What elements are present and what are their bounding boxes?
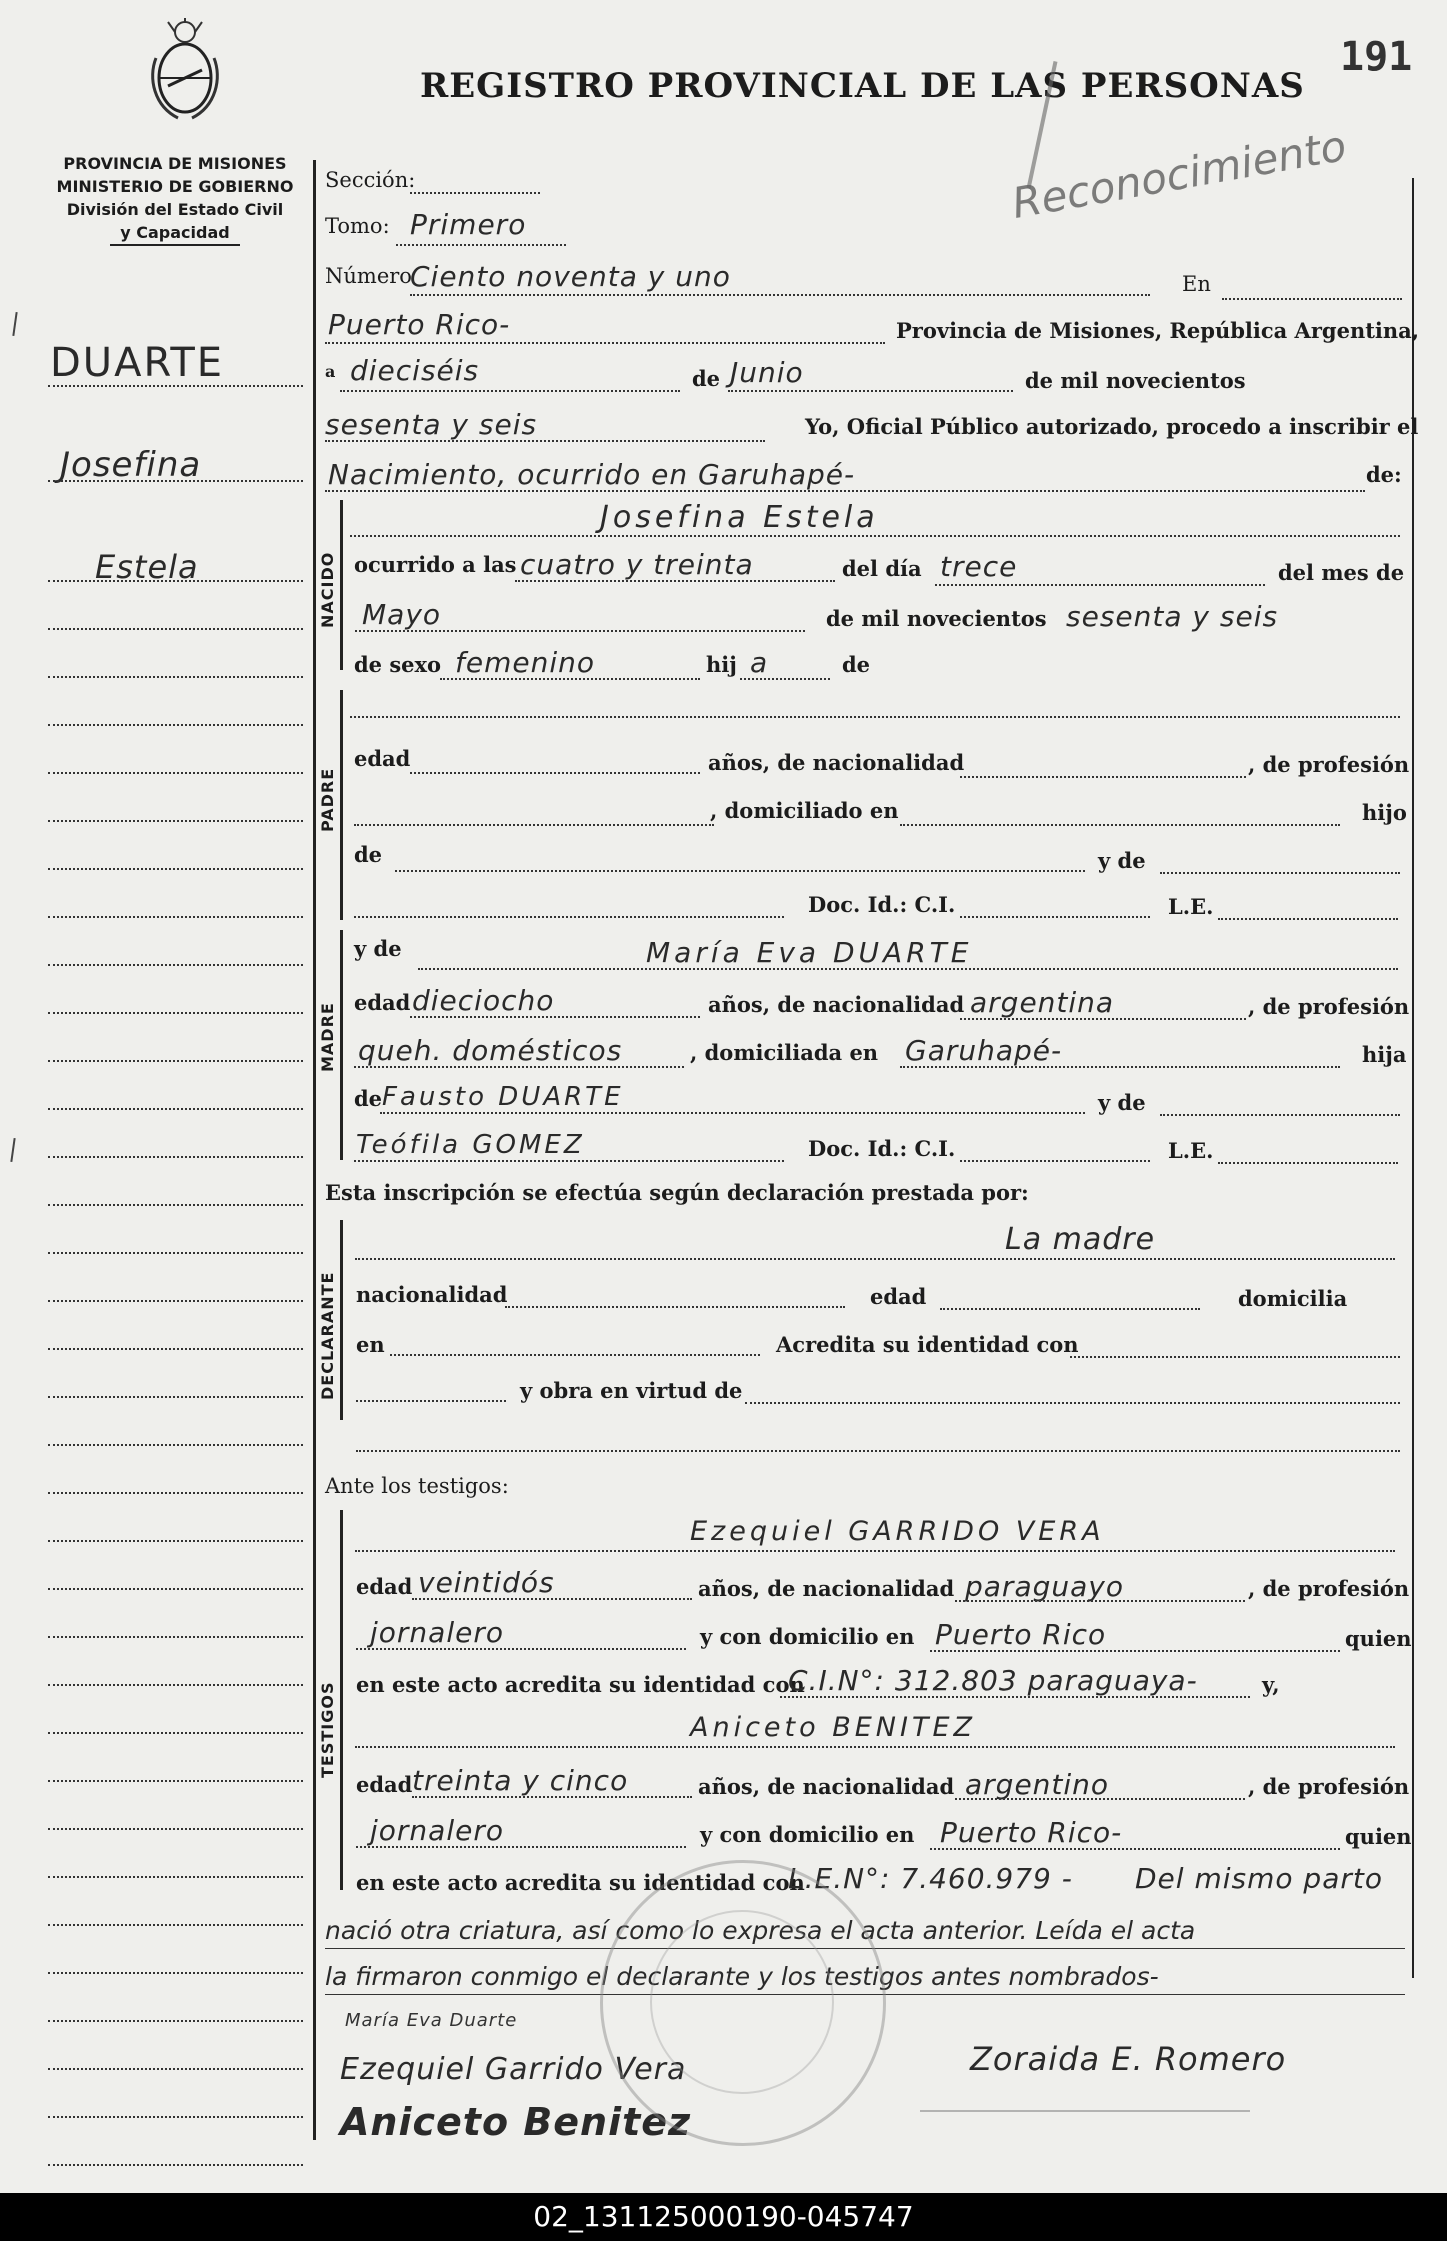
hour-line bbox=[515, 580, 835, 582]
year-line bbox=[325, 440, 765, 442]
oficial-label: Yo, Oficial Público autorizado, procedo a inscribir el bbox=[805, 414, 1419, 439]
padre-ci-line bbox=[960, 916, 1150, 918]
declarante-domicilia-label: domicilia bbox=[1238, 1286, 1348, 1311]
margin-line bbox=[48, 1156, 303, 1158]
w2-dom-line bbox=[930, 1848, 1340, 1850]
w1-anos-label: años, de nacionalidad bbox=[698, 1576, 955, 1601]
w1-profesion-value: jornalero bbox=[370, 1616, 504, 1649]
declarante-en-label: en bbox=[356, 1332, 385, 1357]
office-province: PROVINCIA DE MISIONES bbox=[63, 154, 287, 173]
birth-day-line bbox=[935, 584, 1265, 586]
madre-profesion-value: queh. domésticos bbox=[358, 1034, 623, 1067]
w2-nacionalidad-value: argentino bbox=[965, 1768, 1110, 1801]
margin-line bbox=[48, 580, 303, 582]
madre-mother-value: Teófila GOMEZ bbox=[356, 1130, 585, 1160]
form-left-border bbox=[313, 160, 316, 2140]
year-value: sesenta y seis bbox=[325, 408, 538, 441]
padre-nac-line bbox=[960, 776, 1246, 778]
padre-domiciliado-label: , domiciliado en bbox=[710, 798, 899, 823]
w1-name-value: Ezequiel GARRIDO VERA bbox=[690, 1516, 1105, 1547]
de-colon-label: de: bbox=[1366, 462, 1402, 487]
w1-edad-label: edad bbox=[356, 1574, 413, 1599]
page-number: 191 bbox=[1340, 34, 1413, 80]
margin-line bbox=[48, 1012, 303, 1014]
page-title: REGISTRO PROVINCIAL DE LAS PERSONAS bbox=[420, 66, 1305, 106]
madre-nacionalidad-value: argentina bbox=[970, 986, 1115, 1019]
madre-anos-label: años, de nacionalidad bbox=[708, 992, 965, 1017]
padre-le-label: L.E. bbox=[1168, 894, 1214, 919]
madre-name-value: María Eva DUARTE bbox=[646, 936, 973, 969]
madre-doc-label: Doc. Id.: C.I. bbox=[808, 1136, 956, 1161]
office-division: División del Estado Civil bbox=[66, 200, 284, 219]
w1-acredita-label: en este acto acredita su identidad con bbox=[356, 1672, 805, 1697]
declarante-bar bbox=[340, 1220, 343, 1420]
signature-witness-2: Aniceto Benitez bbox=[340, 2100, 692, 2144]
hour-value: cuatro y treinta bbox=[520, 548, 754, 581]
margin-tick bbox=[10, 1138, 15, 1162]
birth-mil-label: de mil novecientos bbox=[826, 606, 1047, 631]
margin-line bbox=[48, 820, 303, 822]
margin-line bbox=[48, 480, 303, 482]
signature-officer: Zoraida E. Romero bbox=[970, 2040, 1287, 2078]
note-line-b: nació otra criatura, así como lo expresa el acta anterior. Leída el acta bbox=[325, 1916, 1196, 1945]
margin-line bbox=[48, 724, 303, 726]
padre-edad-line bbox=[410, 772, 700, 774]
tomo-line bbox=[396, 244, 566, 246]
padre-bar bbox=[340, 690, 343, 920]
madre-name-line bbox=[418, 968, 1398, 970]
hij-value: a bbox=[750, 646, 769, 679]
madre-father-line bbox=[380, 1112, 1085, 1114]
de-label: de bbox=[692, 366, 721, 391]
margin-line bbox=[48, 1924, 303, 1926]
margin-surname: DUARTE bbox=[50, 340, 225, 386]
signature-mother: María Eva Duarte bbox=[345, 2010, 518, 2031]
testigos-section-label: TESTIGOS bbox=[318, 1681, 337, 1778]
reconocimiento-stamp: Reconocimiento bbox=[1008, 121, 1350, 228]
declarante-nac-line bbox=[505, 1306, 845, 1308]
w1-name-line bbox=[355, 1550, 1395, 1552]
margin-line bbox=[48, 2068, 303, 2070]
w1-quien-label: quien bbox=[1345, 1626, 1412, 1651]
padre-father-line bbox=[395, 870, 1085, 872]
w1-prof-line bbox=[356, 1648, 686, 1650]
signature-witness-1: Ezequiel Garrido Vera bbox=[340, 2052, 687, 2087]
w1-profesion-label: , de profesión bbox=[1248, 1576, 1410, 1601]
madre-prof-line bbox=[354, 1066, 684, 1068]
place-value: Puerto Rico- bbox=[328, 308, 511, 341]
margin-line bbox=[48, 1492, 303, 1494]
margin-line bbox=[48, 1300, 303, 1302]
madre-mother-line bbox=[1160, 1114, 1400, 1116]
margin-line bbox=[48, 1060, 303, 1062]
declarante-nacionalidad-label: nacionalidad bbox=[356, 1282, 508, 1307]
hij-label: hij bbox=[706, 652, 737, 677]
padre-anos-label: años, de nacionalidad bbox=[708, 750, 965, 775]
form-right-border bbox=[1412, 178, 1414, 1978]
w2-domicilio-label: y con domicilio en bbox=[700, 1822, 915, 1847]
day-line bbox=[340, 390, 680, 392]
w1-domicilio-label: y con domicilio en bbox=[700, 1624, 915, 1649]
madre-y-de2-label: y de bbox=[1098, 1090, 1146, 1115]
w2-edad-line bbox=[412, 1796, 692, 1798]
madre-y-de-label: y de bbox=[354, 936, 402, 961]
nacido-de-label: de bbox=[842, 652, 871, 677]
margin-line bbox=[48, 1204, 303, 1206]
w1-domicilio-value: Puerto Rico bbox=[935, 1618, 1107, 1651]
madre-ci-line bbox=[960, 1160, 1150, 1162]
declarante-acredita-line bbox=[1070, 1356, 1400, 1358]
provincia-label: Provincia de Misiones, República Argentina, bbox=[896, 318, 1420, 343]
margin-line bbox=[48, 1876, 303, 1878]
madre-dom-line bbox=[900, 1066, 1340, 1068]
w2-prof-line bbox=[356, 1846, 686, 1848]
w2-anos-label: años, de nacionalidad bbox=[698, 1774, 955, 1799]
declarante-value: La madre bbox=[1005, 1222, 1156, 1257]
margin-line bbox=[48, 964, 303, 966]
month-line bbox=[728, 390, 1013, 392]
sexo-line bbox=[440, 678, 700, 680]
w2-acredita-label: en este acto acredita su identidad con bbox=[356, 1870, 805, 1895]
padre-y-de-label: y de bbox=[1098, 848, 1146, 873]
declarante-obra-label: y obra en virtud de bbox=[520, 1378, 743, 1403]
sexo-value: femenino bbox=[455, 646, 595, 679]
margin-line bbox=[48, 1828, 303, 1830]
w2-profesion-label: , de profesión bbox=[1248, 1774, 1410, 1799]
act-value: Nacimiento, ocurrido en Garuhapé- bbox=[328, 458, 856, 491]
nacido-section-label: NACIDO bbox=[318, 551, 337, 628]
margin-line bbox=[48, 628, 303, 630]
margin-line bbox=[48, 1540, 303, 1542]
office-ministry: MINISTERIO DE GOBIERNO bbox=[56, 177, 294, 196]
margin-line bbox=[48, 1252, 303, 1254]
w2-id-value: L.E.N°: 7.460.979 - bbox=[788, 1862, 1073, 1895]
birth-month-line bbox=[355, 630, 805, 632]
ocurrido-label: ocurrido a las bbox=[354, 552, 517, 577]
declarante-obra-line2 bbox=[745, 1402, 1400, 1404]
madre-bar bbox=[340, 930, 343, 1160]
margin-line bbox=[48, 1972, 303, 1974]
act-line bbox=[325, 490, 1365, 492]
w2-edad-value: treinta y cinco bbox=[412, 1764, 629, 1797]
testigos-bar bbox=[340, 1510, 343, 1890]
w1-y-label: y, bbox=[1262, 1672, 1280, 1697]
en-line bbox=[1222, 298, 1402, 300]
madre-domiciliada-label: , domiciliada en bbox=[690, 1040, 879, 1065]
official-seal-inner bbox=[650, 1910, 834, 2094]
day-value: dieciséis bbox=[350, 354, 480, 387]
declarante-obra-line1 bbox=[356, 1400, 506, 1402]
w2-nac-line bbox=[955, 1798, 1245, 1800]
padre-profesion-label: , de profesión bbox=[1248, 752, 1410, 777]
padre-prof-line bbox=[354, 824, 714, 826]
w1-nacionalidad-value: paraguayo bbox=[965, 1570, 1124, 1603]
declarante-edad-label: edad bbox=[870, 1284, 927, 1309]
declarante-acredita-label: Acredita su identidad con bbox=[776, 1332, 1079, 1357]
testigos-intro: Ante los testigos: bbox=[325, 1474, 509, 1498]
del-mes-label: del mes de bbox=[1278, 560, 1405, 585]
margin-line bbox=[48, 916, 303, 918]
place-line bbox=[325, 342, 885, 344]
margin-line bbox=[48, 1732, 303, 1734]
padre-section-label: PADRE bbox=[318, 767, 337, 832]
seccion-label: Sección: bbox=[325, 168, 416, 192]
margin-line bbox=[48, 1636, 303, 1638]
margin-first-name: Josefina bbox=[60, 445, 202, 485]
margin-line bbox=[48, 868, 303, 870]
margin-line bbox=[48, 2116, 303, 2118]
sexo-label: de sexo bbox=[354, 652, 442, 677]
officer-stamp-box bbox=[920, 2110, 1250, 2182]
madre-hija-label: hija bbox=[1362, 1042, 1407, 1067]
madre-le-line bbox=[1218, 1162, 1398, 1164]
child-name-line bbox=[350, 535, 1400, 537]
margin-line bbox=[48, 2020, 303, 2022]
madre-doc-line bbox=[354, 1160, 784, 1162]
margin-line bbox=[48, 385, 303, 387]
note-line-c: la firmaron conmigo el declarante y los testigos antes nombrados- bbox=[325, 1962, 1159, 1991]
coat-of-arms-icon bbox=[148, 18, 222, 128]
padre-doc-label: Doc. Id.: C.I. bbox=[808, 892, 956, 917]
w1-id-line bbox=[780, 1696, 1250, 1698]
birth-year-value: sesenta y seis bbox=[1066, 600, 1279, 633]
madre-edad-label: edad bbox=[354, 990, 411, 1015]
declarante-edad-line bbox=[940, 1308, 1200, 1310]
a-label: a bbox=[325, 362, 336, 381]
margin-line bbox=[48, 772, 303, 774]
margin-line bbox=[48, 676, 303, 678]
numero-line bbox=[410, 294, 1150, 296]
declarante-extra-line bbox=[356, 1450, 1400, 1452]
padre-edad-label: edad bbox=[354, 746, 411, 771]
declarante-name-line bbox=[355, 1258, 1395, 1260]
madre-domicilio-value: Garuhapé- bbox=[905, 1034, 1063, 1067]
declarante-section-label: DECLARANTE bbox=[318, 1271, 337, 1400]
margin-tick bbox=[12, 312, 17, 336]
margin-line bbox=[48, 1684, 303, 1686]
w1-edad-line bbox=[412, 1598, 692, 1600]
margin-line bbox=[48, 1108, 303, 1110]
margin-line bbox=[48, 1396, 303, 1398]
margin-line bbox=[48, 1780, 303, 1782]
madre-edad-value: dieciocho bbox=[412, 984, 555, 1017]
tomo-label: Tomo: bbox=[325, 214, 390, 238]
madre-le-label: L.E. bbox=[1168, 1138, 1214, 1163]
madre-father-value: Fausto DUARTE bbox=[382, 1082, 624, 1112]
w1-dom-line bbox=[930, 1650, 1340, 1652]
madre-section-label: MADRE bbox=[318, 1002, 337, 1072]
margin-line bbox=[48, 1444, 303, 1446]
padre-mother-line bbox=[1160, 872, 1400, 874]
w2-quien-label: quien bbox=[1345, 1824, 1412, 1849]
nacido-bar bbox=[340, 500, 343, 670]
month-value: Junio bbox=[730, 356, 804, 389]
w1-id-value: C.I.N°: 312.803 paraguaya- bbox=[788, 1664, 1198, 1697]
en-label: En bbox=[1182, 272, 1211, 296]
declarante-intro: Esta inscripción se efectúa según declaración prestada por: bbox=[325, 1180, 1029, 1205]
numero-value: Ciento noventa y uno bbox=[410, 260, 731, 293]
margin-line bbox=[48, 1348, 303, 1350]
margin-second-name: Estela bbox=[95, 548, 199, 586]
padre-le-line bbox=[1218, 918, 1398, 920]
scan-footer-code: 02_131125000190-045747 bbox=[0, 2193, 1447, 2241]
madre-nac-line bbox=[960, 1018, 1246, 1020]
padre-name-line bbox=[350, 716, 1400, 718]
declarante-en-line bbox=[390, 1354, 760, 1356]
w2-domicilio-value: Puerto Rico- bbox=[940, 1816, 1123, 1849]
madre-edad-line bbox=[410, 1016, 700, 1018]
del-dia-label: del día bbox=[842, 556, 922, 581]
child-name-value: Josefina Estela bbox=[600, 500, 879, 535]
margin-line bbox=[48, 2164, 303, 2166]
w1-nac-line bbox=[955, 1600, 1245, 1602]
hij-line bbox=[740, 678, 830, 680]
padre-hijo-label: hijo bbox=[1362, 800, 1407, 825]
w2-profesion-value: jornalero bbox=[370, 1814, 504, 1847]
padre-de-label: de bbox=[354, 842, 383, 867]
birth-month-value: Mayo bbox=[362, 598, 442, 631]
birth-day-value: trece bbox=[940, 550, 1018, 583]
seccion-line bbox=[410, 192, 540, 194]
w2-name-value: Aniceto BENITEZ bbox=[690, 1712, 977, 1743]
note-line-a: Del mismo parto bbox=[1135, 1862, 1383, 1895]
tomo-value: Primero bbox=[410, 208, 527, 241]
w2-edad-label: edad bbox=[356, 1772, 413, 1797]
madre-de-label: de bbox=[354, 1086, 383, 1111]
w2-name-line bbox=[355, 1746, 1395, 1748]
madre-profesion-label: , de profesión bbox=[1248, 994, 1410, 1019]
padre-doc-line bbox=[354, 916, 784, 918]
w1-edad-value: veintidós bbox=[418, 1566, 555, 1599]
mil-label: de mil novecientos bbox=[1025, 368, 1246, 393]
padre-dom-line bbox=[900, 824, 1340, 826]
margin-line bbox=[48, 1588, 303, 1590]
office-capacity: y Capacidad bbox=[110, 221, 239, 246]
numero-label: Número bbox=[325, 264, 412, 288]
